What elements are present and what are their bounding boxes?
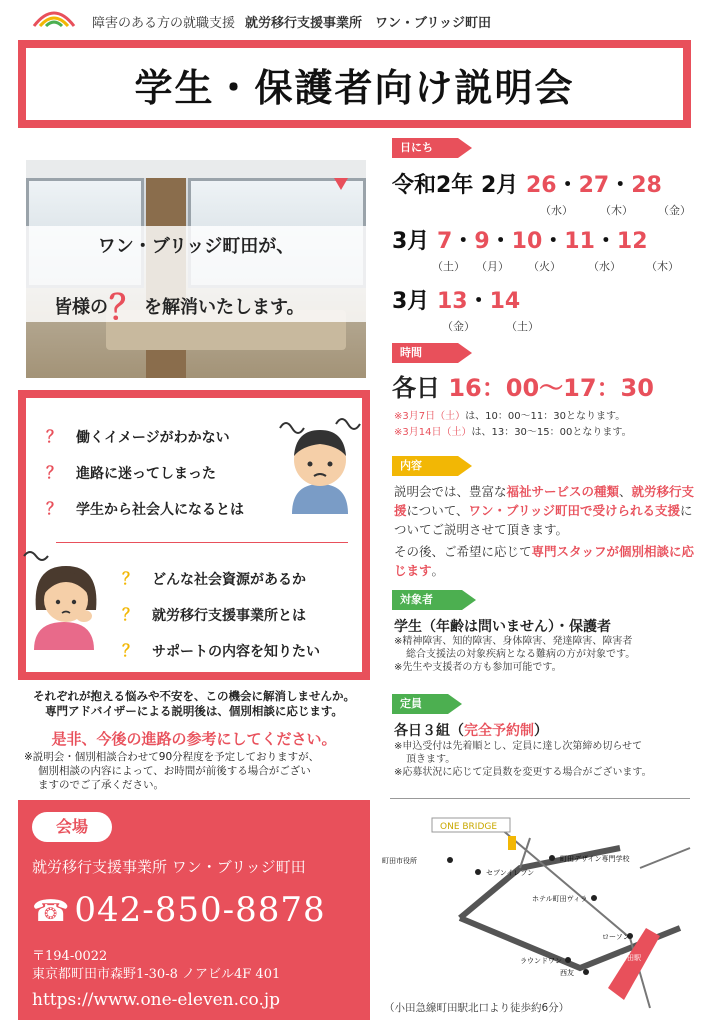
time-note-1: ※3月7日（土）は、10：00～11：30となります。: [394, 411, 626, 422]
invitation-text: それぞれが抱える悩みや不安を、この機会に解消しませんか。 専門アドバイザーによる説明後は、個別相談に応じます。: [33, 689, 355, 718]
time-note-2: ※3月14日（土）は、13：30～15：00となります。: [394, 427, 632, 438]
weekday: （月）: [476, 260, 509, 273]
venue-url-link[interactable]: https://www.one-eleven.co.jp: [32, 990, 281, 1010]
label-date: 日にち: [392, 138, 458, 158]
photo-line2: [54, 280, 305, 329]
map-label: ローソン: [602, 933, 630, 941]
divider: [390, 798, 690, 799]
label-time: 時間: [392, 343, 458, 363]
content-paragraph-2: その後、ご希望に応じて専門スタッフが個別相談に応じます。: [394, 544, 695, 578]
venue-zip: 〒194-0022: [32, 949, 108, 964]
weekday: （水）: [540, 204, 573, 217]
capacity-main: 各日３組（完全予約制）: [394, 723, 548, 739]
weekday: （土）: [506, 320, 539, 333]
question-mark-icon: ？: [46, 427, 63, 446]
content-paragraph-1: 説明会では、豊富な福祉サービスの種類、就労移行支援について、ワン・ブリッジ町田で受けられる支援についてご説明させて頂きます。: [394, 484, 695, 537]
phone-number: 042-850-8878: [74, 890, 326, 930]
map-label: 西友: [560, 969, 574, 977]
worry-item: ？ 進路に迷ってしまった: [46, 460, 216, 483]
header-office: 就労移行支援事業所 ワン・ブリッジ町田: [245, 16, 491, 31]
weekday: （木）: [600, 204, 633, 217]
photo-line2-after: を解消いたします。: [144, 297, 305, 318]
date-row-3: 3月 13・14: [392, 289, 521, 314]
photo-line1: ワン・ブリッジ町田が、: [97, 236, 295, 257]
question-mark-icon: ？: [122, 569, 139, 588]
question-mark-icon: ？: [46, 499, 63, 518]
weekday: （木）: [646, 260, 679, 273]
worry-item: ？ どんな社会資源があるか: [122, 566, 306, 589]
worry-item: ？ 働くイメージがわかない: [46, 424, 230, 447]
title-box: [18, 40, 691, 128]
weekday: （金）: [658, 204, 691, 217]
divider: [56, 542, 348, 543]
question-mark-icon: ？: [46, 463, 63, 482]
map-label: ホテル町田ヴィラ: [532, 895, 588, 903]
phone-icon: ☎: [32, 894, 71, 929]
map-caption: （小田急線町田駅北口より徒歩約6分）: [384, 1002, 570, 1014]
label-target: 対象者: [392, 590, 462, 610]
office-photo: [26, 160, 366, 378]
weekday: （土）: [432, 260, 465, 273]
date-row-1: 令和2年 2月 26・27・28: [392, 173, 662, 198]
question-mark-icon: ？: [122, 641, 139, 660]
question-mark-icon: ？: [109, 288, 143, 328]
page-title: 学生・保護者向け説明会: [134, 65, 575, 110]
label-content: 内容: [392, 456, 458, 476]
label-capacity: 定員: [392, 694, 448, 714]
highlight-text: 是非、今後の進路の参考にしてください。: [51, 730, 337, 748]
duration-note: ※説明会・個別相談合わせて90分程度を予定しておりますが、 個別相談の内容によって、お時間が前後する場合がござい ますのでご了承ください。: [24, 751, 320, 791]
weekday: （水）: [588, 260, 621, 273]
venue-phone[interactable]: [32, 890, 326, 930]
logo-icon: [30, 6, 78, 32]
worry-item: ？ 学生から社会人になるとは: [46, 496, 244, 519]
map-label: 町田デザイン専門学校: [560, 855, 630, 863]
time-value: 各日 16：00～17：30: [392, 374, 654, 402]
header-tagline: 障害のある方の就職支援: [92, 16, 236, 31]
target-main: 学生（年齢は問いません）・保護者: [394, 619, 611, 635]
map-station-label: 町田駅: [620, 954, 641, 962]
weekday: （金）: [442, 320, 475, 333]
header-text: [92, 12, 491, 31]
target-notes: ※精神障害、知的障害、身体障害、発達障害、障害者 総合支援法の対象疾病となる難病の方が対象です。 ※先生や支援者の方も参加可能です。: [394, 636, 636, 673]
map-logo: ONE BRIDGE: [440, 822, 498, 832]
question-mark-icon: ？: [122, 605, 139, 624]
weekday: （火）: [528, 260, 561, 273]
worry-item: ？ サポートの内容を知りたい: [122, 638, 320, 661]
map-label: 町田市役所: [382, 857, 417, 865]
venue-badge: 会場: [32, 812, 112, 842]
worried-boy-illustration: [276, 410, 364, 514]
access-map: [380, 808, 698, 1020]
capacity-notes: ※申込受付は先着順とし、定員に達し次第締め切らせて 頂きます。 ※応募状況に応じて定員数を変更する場合がございます。: [394, 741, 652, 778]
worry-item: ？ 就労移行支援事業所とは: [122, 602, 306, 625]
map-label: ラウンドワン: [520, 957, 562, 965]
venue-name: 就労移行支援事業所 ワン・ブリッジ町田: [32, 858, 306, 876]
worried-girl-illustration: [22, 550, 106, 650]
map-label: セブンイレブン: [486, 869, 535, 877]
triangle-icon: [334, 178, 348, 190]
venue-panel: [18, 800, 370, 1020]
venue-address: 東京都町田市森野1-30-8 ノアビル4F 401: [32, 967, 281, 982]
photo-line2-before: 皆様の: [54, 297, 108, 318]
date-row-2: 3月 7・9・10・11・12: [392, 229, 648, 254]
